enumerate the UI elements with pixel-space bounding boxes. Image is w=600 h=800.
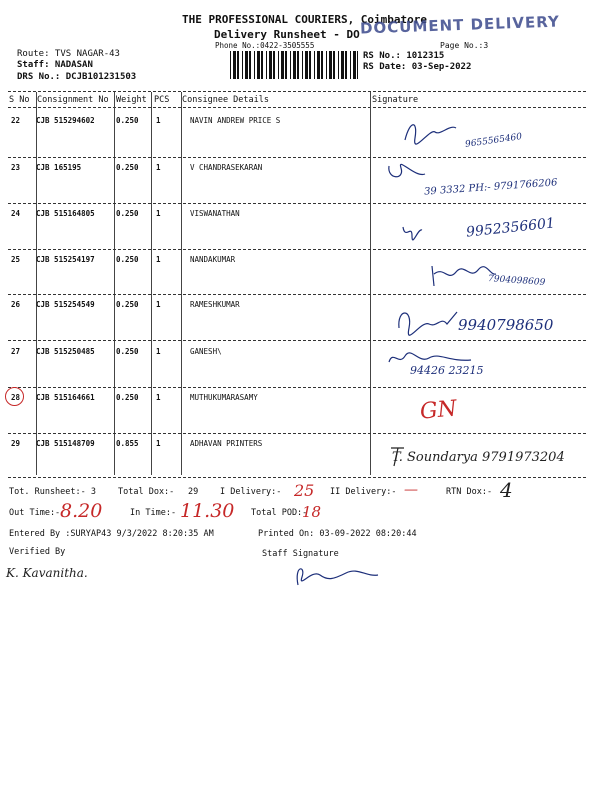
rs-number: RS No.: 1012315 (363, 51, 445, 61)
signature-scribble (385, 160, 430, 185)
row-pcs: 1 (156, 209, 161, 218)
col-header-pcs: PCS (154, 95, 170, 105)
out-time-value: 8.20 (60, 500, 103, 522)
row-consignment: CJB 165195 (36, 163, 82, 172)
staff-signature-scribble (290, 561, 380, 591)
row-weight: 0.250 (116, 163, 139, 172)
i-delivery-label: I Delivery:- (220, 487, 282, 497)
column-divider (114, 92, 115, 475)
row-signature: 9952356601 (465, 215, 556, 241)
ii-delivery-value: — (404, 482, 418, 498)
route: Route: TVS NAGAR-43 (17, 49, 120, 59)
printed-on: Printed On: 03-09-2022 08:20:44 (258, 529, 417, 539)
table-header-rule (8, 107, 586, 108)
col-header-consignee: Consignee Details (182, 95, 269, 105)
row-sno: 29 (11, 439, 21, 448)
in-time-label: In Time:- (130, 508, 177, 518)
total-dox-value: 29 (188, 487, 199, 497)
row-consignee: VISWANATHAN (190, 209, 240, 218)
signature-scribble (400, 118, 460, 148)
signature-scribble (428, 262, 498, 290)
barcode (230, 51, 358, 79)
rtn-dox-label: RTN Dox:- (446, 487, 493, 497)
row-pcs: 1 (156, 439, 161, 448)
rtn-dox-value: 4 (500, 478, 513, 502)
row-divider (8, 157, 586, 158)
col-header-weight: Weight (116, 95, 147, 105)
row-signature: 9940798650 (458, 316, 554, 334)
row-signature: 39 3332 PH:- 9791766206 (423, 177, 558, 198)
row-divider (8, 294, 586, 295)
row-consignment: CJB 515164805 (36, 209, 95, 218)
col-header-sno: S No (9, 95, 30, 105)
row-consignee: ADHAVAN PRINTERS (190, 439, 263, 448)
table-top-rule (8, 91, 586, 92)
total-pod-value: 18 (302, 503, 322, 521)
row-signature: GN (418, 396, 458, 425)
col-header-signature: Signature (372, 95, 419, 105)
row-sno: 27 (11, 347, 21, 356)
row-weight: 0.250 (116, 300, 139, 309)
row-divider (8, 387, 586, 388)
row-consignee: MUTHUKUMARASAMY (190, 393, 258, 402)
row-sno: 23 (11, 163, 21, 172)
row-divider (8, 203, 586, 204)
signature-scribble (385, 348, 475, 368)
i-delivery-value: 25 (294, 481, 315, 500)
drs-number: DRS No.: DCJB101231503 (17, 72, 137, 82)
column-divider (370, 92, 371, 475)
runsheet-title: Delivery Runsheet - DO (214, 28, 360, 41)
entered-by: Entered By :SURYAP43 9/3/2022 8:20:35 AM (9, 529, 214, 539)
row-signature: T. Soundarya 9791973204 (392, 450, 565, 465)
row-divider (8, 433, 586, 434)
row-consignee: GANESH\ (190, 347, 222, 356)
row-sno: 26 (11, 300, 21, 309)
column-divider (151, 92, 152, 475)
signature-scribble (400, 222, 425, 242)
row-consignee: V CHANDRASEKARAN (190, 163, 263, 172)
row-weight: 0.250 (116, 116, 139, 125)
row-consignment: CJB 515254197 (36, 255, 95, 264)
row-consignee: NANDAKUMAR (190, 255, 236, 264)
staff-name: Staff: NADASAN (17, 60, 93, 70)
phone-number: Phone No.:0422-3505555 (215, 41, 315, 50)
row-consignee: NAVIN ANDREW PRICE S (190, 116, 281, 125)
out-time-label: Out Time:- (9, 508, 61, 518)
row-signature: 9655565460 (464, 132, 523, 150)
col-header-consignment: Consignment No (37, 95, 109, 105)
signature-scribble (395, 306, 460, 334)
total-dox-label: Total Dox:- (118, 487, 175, 497)
row-divider (8, 340, 586, 341)
rs-date: RS Date: 03-Sep-2022 (363, 62, 472, 72)
row-weight: 0.855 (116, 439, 139, 448)
document-delivery-stamp: DOCUMENT DELIVERY (359, 12, 561, 38)
row-pcs: 1 (156, 255, 161, 264)
row-pcs: 1 (156, 300, 161, 309)
row-sno: 24 (11, 209, 21, 218)
staff-signature-label: Staff Signature (262, 549, 339, 559)
row-consignment: CJB 515294602 (36, 116, 95, 125)
row-weight: 0.250 (116, 393, 139, 402)
row-pcs: 1 (156, 116, 161, 125)
row-weight: 0.250 (116, 209, 139, 218)
row-weight: 0.250 (116, 347, 139, 356)
row-consignment: CJB 515254549 (36, 300, 95, 309)
row-pcs: 1 (156, 163, 161, 172)
row-consignment: CJB 515148709 (36, 439, 95, 448)
column-divider (181, 92, 182, 475)
verifier-name: K. Kavanitha. (6, 566, 88, 580)
total-runsheet: Tot. Runsheet:- 3 (9, 487, 96, 497)
row-divider (8, 249, 586, 250)
column-divider (36, 92, 37, 475)
row-pcs: 1 (156, 393, 161, 402)
row-sno: 22 (11, 116, 21, 125)
verified-by-label: Verified By (9, 547, 66, 557)
row-signature: 7904098609 (487, 274, 546, 288)
row-signature: 94426 23215 (410, 364, 484, 377)
ii-delivery-label: II Delivery:- (330, 487, 397, 497)
row-consignment: CJB 515164661 (36, 393, 95, 402)
signature-scribble (388, 444, 408, 469)
row-sno: 28 (11, 393, 21, 402)
total-pod-label: Total POD:- (251, 508, 308, 518)
company-title: THE PROFESSIONAL COURIERS, Coimbatore (182, 13, 428, 26)
page-number: Page No.:3 (440, 41, 489, 50)
row-weight: 0.250 (116, 255, 139, 264)
row-pcs: 1 (156, 347, 161, 356)
in-time-value: 11.30 (180, 500, 235, 522)
row-consignment: CJB 515250485 (36, 347, 95, 356)
row-sno: 25 (11, 255, 21, 264)
row-consignee: RAMESHKUMAR (190, 300, 240, 309)
